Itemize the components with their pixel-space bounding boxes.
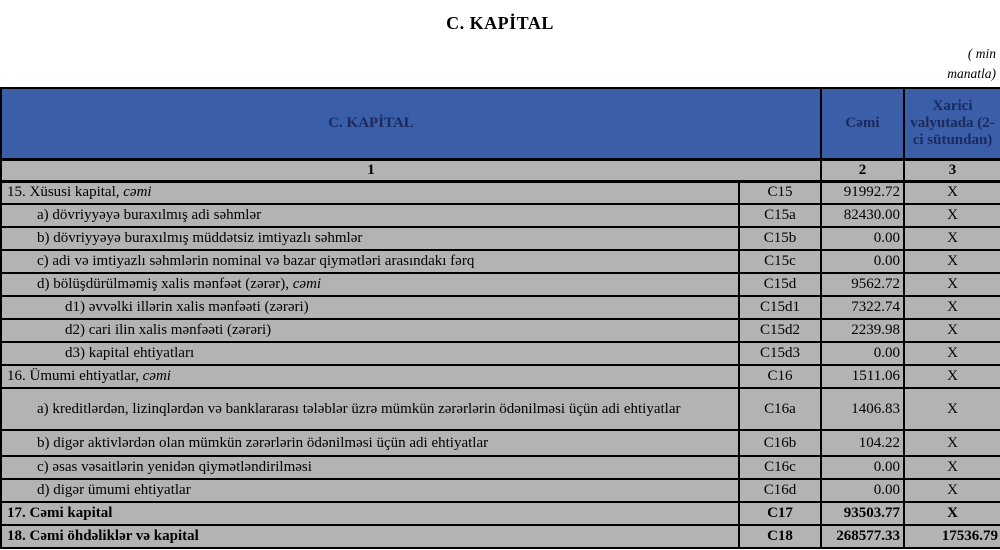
row-label-text: 18. Cəmi öhdəliklər və kapital — [7, 528, 199, 544]
row-label-text: d2) cari ilin xalis mənfəəti (zərəri) — [65, 322, 272, 338]
row-label-text: a) kreditlərdən, lizinqlərdən və banklararası tələblər üzrə mümkün zərərlərin ödənilməsi üçün adi ehtiyatlar — [37, 400, 681, 417]
row-label-text: d) bölüşdürülməmiş xalis mənfəət (zərər), — [37, 276, 293, 292]
row-total-cell: 7322.74 — [821, 296, 904, 319]
row-foreign-cell: X — [904, 456, 1000, 479]
header-cell-total: Cəmi — [821, 88, 904, 159]
row-foreign-cell: X — [904, 296, 1000, 319]
row-foreign-cell: X — [904, 430, 1000, 456]
row-label-cell — [1, 227, 739, 250]
row-code-cell: C16 — [739, 365, 821, 388]
row-foreign-cell: X — [904, 479, 1000, 502]
row-foreign-cell: X — [904, 319, 1000, 342]
row-label-text: b) dövriyyəyə buraxılmış müddətsiz imtiyazlı səhmlər — [37, 230, 363, 246]
row-label-cell — [1, 502, 739, 525]
unit-note-line1: ( min — [967, 46, 996, 61]
row-total-cell: 1406.83 — [821, 388, 904, 430]
row-total-cell: 0.00 — [821, 456, 904, 479]
table-row — [1, 319, 1000, 342]
row-label-text: d1) əvvəlki illərin xalis mənfəəti (zərəri) — [65, 299, 309, 315]
row-label-cell — [1, 319, 739, 342]
table-row — [1, 502, 1000, 525]
row-label-cell — [1, 365, 739, 388]
row-label-cell — [1, 204, 739, 227]
row-foreign-cell: X — [904, 365, 1000, 388]
row-label-text: 17. Cəmi kapital — [7, 505, 113, 521]
row-total-cell: 268577.33 — [821, 525, 904, 548]
table-header-row — [1, 88, 1000, 159]
row-foreign-cell: 17536.79 — [904, 525, 1000, 548]
row-code-cell: C16a — [739, 388, 821, 430]
row-label-text: b) digər aktivlərdən olan mümkün zərərlərin ödənilməsi üçün adi ehtiyatlar — [37, 434, 489, 451]
row-label-cell — [1, 525, 739, 548]
row-label-cell — [1, 479, 739, 502]
row-code-cell: C15b — [739, 227, 821, 250]
table-row — [1, 365, 1000, 388]
row-label-cell — [1, 250, 739, 273]
row-label-text: d3) kapital ehtiyatları — [65, 345, 195, 361]
column-index-1: 1 — [1, 159, 821, 181]
row-label-cell — [1, 456, 739, 479]
row-total-cell: 0.00 — [821, 250, 904, 273]
table-row — [1, 479, 1000, 502]
row-foreign-cell: X — [904, 204, 1000, 227]
table-row — [1, 430, 1000, 456]
row-label-text: d) digər ümumi ehtiyatlar — [37, 482, 191, 498]
row-code-cell: C15c — [739, 250, 821, 273]
row-code-cell: C16b — [739, 430, 821, 456]
row-label-text: c) əsas vəsaitlərin yenidən qiymətləndirilməsi — [37, 459, 312, 475]
table-row — [1, 525, 1000, 548]
table-row — [1, 181, 1000, 204]
row-foreign-cell: X — [904, 250, 1000, 273]
row-label-text: 15. Xüsusi kapital, — [7, 184, 124, 201]
row-code-cell: C15d3 — [739, 342, 821, 365]
row-label-cell — [1, 181, 739, 204]
row-code-cell: C15d2 — [739, 319, 821, 342]
row-total-cell: 82430.00 — [821, 204, 904, 227]
column-index-2: 2 — [821, 159, 904, 181]
row-label-italic-suffix: cəmi — [142, 368, 171, 384]
row-code-cell: C18 — [739, 525, 821, 548]
row-foreign-cell: X — [904, 502, 1000, 525]
row-code-cell: C16d — [739, 479, 821, 502]
row-label-cell — [1, 342, 739, 365]
row-total-cell: 91992.72 — [821, 181, 904, 204]
table-row — [1, 296, 1000, 319]
row-total-cell: 0.00 — [821, 227, 904, 250]
row-label-cell — [1, 388, 739, 430]
table-row — [1, 227, 1000, 250]
row-code-cell: C16c — [739, 456, 821, 479]
table-body — [1, 181, 1000, 548]
header-cell-label: C. KAPİTAL — [1, 88, 821, 159]
row-label-italic-suffix: cəmi — [123, 184, 152, 201]
capital-table — [0, 87, 1000, 549]
row-foreign-cell: X — [904, 227, 1000, 250]
table-row — [1, 342, 1000, 365]
row-label-text: 16. Ümumi ehtiyatlar, — [7, 368, 143, 384]
row-code-cell: C15d1 — [739, 296, 821, 319]
header-cell-foreign: Xarici valyutada (2-ci sütundan) — [904, 88, 1000, 159]
unit-note-line2: manatla) — [947, 66, 996, 81]
row-label-text: a) dövriyyəyə buraxılmış adi səhmlər — [37, 207, 262, 223]
row-foreign-cell: X — [904, 388, 1000, 430]
table-row — [1, 273, 1000, 296]
row-code-cell: C15a — [739, 204, 821, 227]
table-row — [1, 204, 1000, 227]
row-total-cell: 93503.77 — [821, 502, 904, 525]
row-foreign-cell: X — [904, 342, 1000, 365]
page-title: C. KAPİTAL — [446, 13, 554, 33]
column-index-3: 3 — [904, 159, 1000, 181]
table-row — [1, 250, 1000, 273]
row-foreign-cell: X — [904, 181, 1000, 204]
row-label-italic-suffix: cəmi — [292, 276, 322, 292]
table-row — [1, 456, 1000, 479]
row-code-cell: C17 — [739, 502, 821, 525]
row-total-cell: 9562.72 — [821, 273, 904, 296]
row-label-cell — [1, 273, 739, 296]
row-foreign-cell: X — [904, 273, 1000, 296]
row-code-cell: C15d — [739, 273, 821, 296]
row-code-cell: C15 — [739, 181, 821, 204]
row-label-cell — [1, 430, 739, 456]
row-label-text: c) adi və imtiyazlı səhmlərin nominal və bazar qiymətləri arasındakı fərq — [37, 253, 475, 269]
row-total-cell: 1511.06 — [821, 365, 904, 388]
table-row — [1, 388, 1000, 430]
row-total-cell: 0.00 — [821, 479, 904, 502]
row-label-cell — [1, 296, 739, 319]
row-total-cell: 104.22 — [821, 430, 904, 456]
column-index-row — [1, 159, 1000, 181]
unit-note — [947, 44, 996, 84]
row-total-cell: 0.00 — [821, 342, 904, 365]
row-total-cell: 2239.98 — [821, 319, 904, 342]
